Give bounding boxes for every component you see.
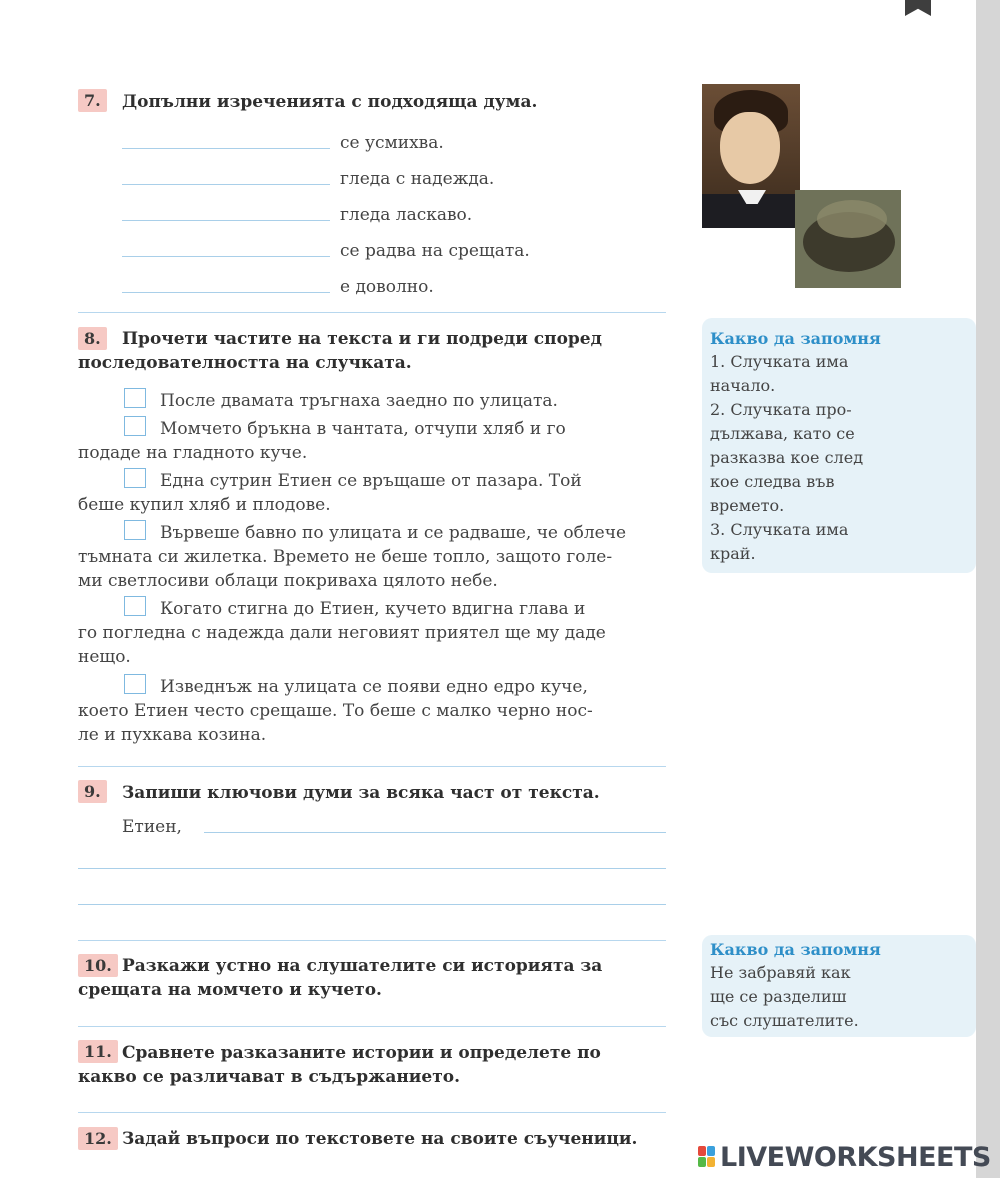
remember-box-2-line-1: Не забравяй как xyxy=(710,963,851,982)
liveworksheets-logo-icon xyxy=(698,1146,716,1168)
page-edge xyxy=(976,0,1000,1178)
bookmark-icon[interactable] xyxy=(905,0,931,16)
remember-box-1-line-7: времето. xyxy=(710,496,785,515)
order-box-6[interactable] xyxy=(124,674,146,694)
order-box-2[interactable] xyxy=(124,416,146,436)
q12-title: Задай въпроси по текстовете на своите съученици. xyxy=(122,1129,638,1149)
remember-box-1-line-4: дължава, като се xyxy=(710,424,855,443)
q7-answer-line-1[interactable] xyxy=(122,148,330,149)
q8-part-1-line-1: После двамата тръгнаха заедно по улицата. xyxy=(160,391,558,411)
q10-title-line-1: Разкажи устно на слушателите си историята за xyxy=(122,956,603,976)
q8-part-5-line-2: го погледна с надежда дали неговият приятел ще му даде xyxy=(78,623,606,643)
order-box-3[interactable] xyxy=(124,468,146,488)
q9-title: Запиши ключови думи за всяка част от текста. xyxy=(122,783,600,803)
q8-title-line-2: последователността на случката. xyxy=(78,353,412,373)
dog-photo xyxy=(795,190,901,288)
remember-box-2-line-3: със слушателите. xyxy=(710,1011,859,1030)
q7-answer-line-4[interactable] xyxy=(122,256,330,257)
q7-title: Допълни изреченията с подходяща дума. xyxy=(122,92,538,112)
q8-part-4-line-1: Вървеше бавно по улицата и се радваше, че облече xyxy=(160,523,627,543)
remember-box-1-title: Какво да запомня xyxy=(710,329,881,348)
remember-box-1-line-9: край. xyxy=(710,544,756,563)
remember-box-1 xyxy=(702,318,976,573)
remember-box-1-line-6: кое следва във xyxy=(710,472,835,491)
remember-box-1-line-2: начало. xyxy=(710,376,776,395)
q8-part-3-line-2: беше купил хляб и плодове. xyxy=(78,495,331,515)
q8-part-4-line-2: тъмната си жилетка. Времето не беше топло, защото голе- xyxy=(78,547,613,567)
q7-item-1: се усмихва. xyxy=(340,133,444,153)
q8-part-2-line-1: Момчето бръкна в чантата, отчупи хляб и го xyxy=(160,419,566,439)
divider xyxy=(78,312,666,313)
q7-answer-line-2[interactable] xyxy=(122,184,330,185)
q11-title-line-2: какво се различават в съдържанието. xyxy=(78,1067,461,1087)
q8-number: 8. xyxy=(78,327,107,350)
q7-item-5: е доволно. xyxy=(340,277,434,297)
order-box-5[interactable] xyxy=(124,596,146,616)
q11-number: 11. xyxy=(78,1040,118,1063)
q10-title-line-2: срещата на момчето и кучето. xyxy=(78,980,382,1000)
q8-part-3-line-1: Една сутрин Етиен се връщаше от пазара. Той xyxy=(160,471,582,491)
divider xyxy=(78,766,666,767)
order-box-4[interactable] xyxy=(124,520,146,540)
q7-item-4: се радва на срещата. xyxy=(340,241,530,261)
order-box-1[interactable] xyxy=(124,388,146,408)
q11-title-line-1: Сравнете разказаните истории и определете по xyxy=(122,1043,601,1063)
q8-title-line-1: Прочети частите на текста и ги подреди според xyxy=(122,329,602,349)
q7-answer-line-3[interactable] xyxy=(122,220,330,221)
remember-box-2-line-2: ще се разделиш xyxy=(710,987,847,1006)
q8-part-2-line-2: подаде на гладното куче. xyxy=(78,443,308,463)
remember-box-2 xyxy=(702,935,976,1037)
q7-item-3: гледа ласкаво. xyxy=(340,205,473,225)
q9-answer-line-2[interactable] xyxy=(78,868,666,869)
q10-number: 10. xyxy=(78,954,118,977)
boy-photo xyxy=(702,84,800,228)
remember-box-1-line-3: 2. Случката про- xyxy=(710,400,852,419)
divider xyxy=(78,940,666,941)
liveworksheets-logo-text: LIVEWORKSHEETS xyxy=(720,1142,991,1173)
remember-box-1-line-5: разказва кое след xyxy=(710,448,864,467)
liveworksheets-logo xyxy=(698,1142,991,1174)
q9-number: 9. xyxy=(78,780,107,803)
divider xyxy=(78,1112,666,1113)
q8-part-6-line-1: Изведнъж на улицата се появи едно едро куче, xyxy=(160,677,588,697)
q9-prefix: Етиен, xyxy=(122,817,182,837)
q9-answer-line-1[interactable] xyxy=(204,832,666,833)
q7-number: 7. xyxy=(78,89,107,112)
q8-part-6-line-3: ле и пухкава козина. xyxy=(78,725,267,745)
remember-box-1-line-1: 1. Случката има xyxy=(710,352,849,371)
q7-item-2: гледа с надежда. xyxy=(340,169,495,189)
q7-answer-line-5[interactable] xyxy=(122,292,330,293)
q8-part-5-line-3: нещо. xyxy=(78,647,131,667)
q9-answer-line-3[interactable] xyxy=(78,904,666,905)
divider xyxy=(78,1026,666,1027)
remember-box-1-line-8: 3. Случката има xyxy=(710,520,849,539)
remember-box-2-title: Какво да запомня xyxy=(710,940,881,959)
q8-part-5-line-1: Когато стигна до Етиен, кучето вдигна глава и xyxy=(160,599,586,619)
q8-part-4-line-3: ми светлосиви облаци покриваха цялото небе. xyxy=(78,571,498,591)
q8-part-6-line-2: което Етиен често срещаше. То беше с малко черно нос- xyxy=(78,701,593,721)
q12-number: 12. xyxy=(78,1127,118,1150)
